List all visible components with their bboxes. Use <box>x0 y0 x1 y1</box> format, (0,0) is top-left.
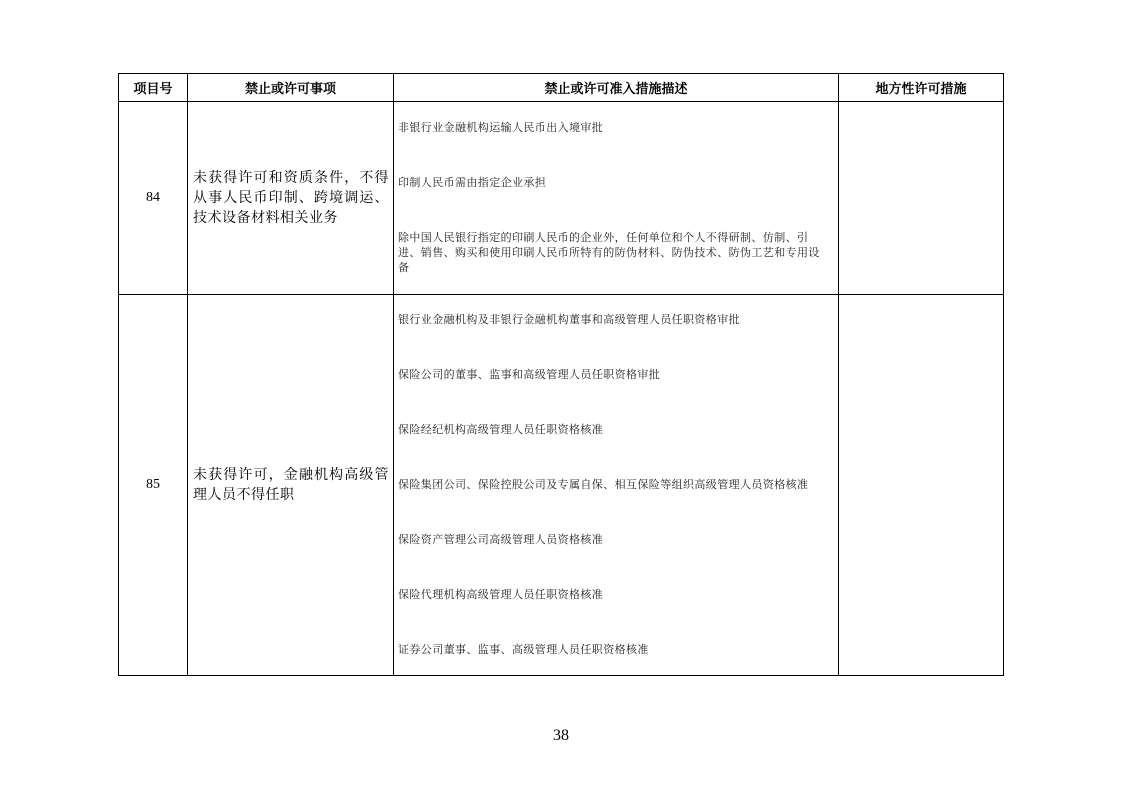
measure-item: 保险公司的董事、监事和高级管理人员任职资格审批 <box>398 368 661 381</box>
item-number: 84 <box>119 102 188 295</box>
measures-table <box>118 73 1004 676</box>
item-number: 85 <box>119 295 188 676</box>
header-local: 地方性许可措施 <box>839 74 1004 102</box>
measure-item: 证券公司董事、监事、高级管理人员任职资格核准 <box>398 643 649 656</box>
measure-item: 保险集团公司、保险控股公司及专属自保、相互保险等组织高级管理人员资格核准 <box>398 478 809 491</box>
matter-cell: 未获得许可，金融机构高级管理人员不得任职 <box>188 295 394 676</box>
header-matter: 禁止或许可事项 <box>188 74 394 102</box>
measures-cell <box>394 295 839 676</box>
measures-cell <box>394 102 839 295</box>
page-number: 38 <box>553 727 569 744</box>
measures-list <box>394 312 838 657</box>
header-measures: 禁止或许可准入措施描述 <box>394 74 839 102</box>
measure-item: 保险代理机构高级管理人员任职资格核准 <box>398 588 604 601</box>
measure-item: 非银行业金融机构运输人民币出入境审批 <box>398 121 604 134</box>
local-measures-cell <box>839 102 1004 295</box>
measure-item: 银行业金融机构及非银行金融机构董事和高级管理人员任职资格审批 <box>398 313 740 326</box>
measure-item: 除中国人民银行指定的印刷人民币的企业外，任何单位和个人不得研制、仿制、引进、销售、购买和使用印刷人民币所特有的防伪材料、防伪技术、防伪工艺和专用设备 <box>398 231 820 274</box>
measures-list <box>394 120 838 275</box>
measure-item: 印制人民币需由指定企业承担 <box>398 176 547 189</box>
measure-item: 保险资产管理公司高级管理人员资格核准 <box>398 533 604 546</box>
table-row <box>119 102 1004 295</box>
local-measures-cell <box>839 295 1004 676</box>
table-row <box>119 295 1004 676</box>
matter-cell: 未获得许可和资质条件，不得从事人民币印制、跨境调运、技术设备材料相关业务 <box>188 102 394 295</box>
header-item-no: 项目号 <box>119 74 188 102</box>
measure-item: 保险经纪机构高级管理人员任职资格核准 <box>398 423 604 436</box>
table-header-row <box>119 74 1004 102</box>
